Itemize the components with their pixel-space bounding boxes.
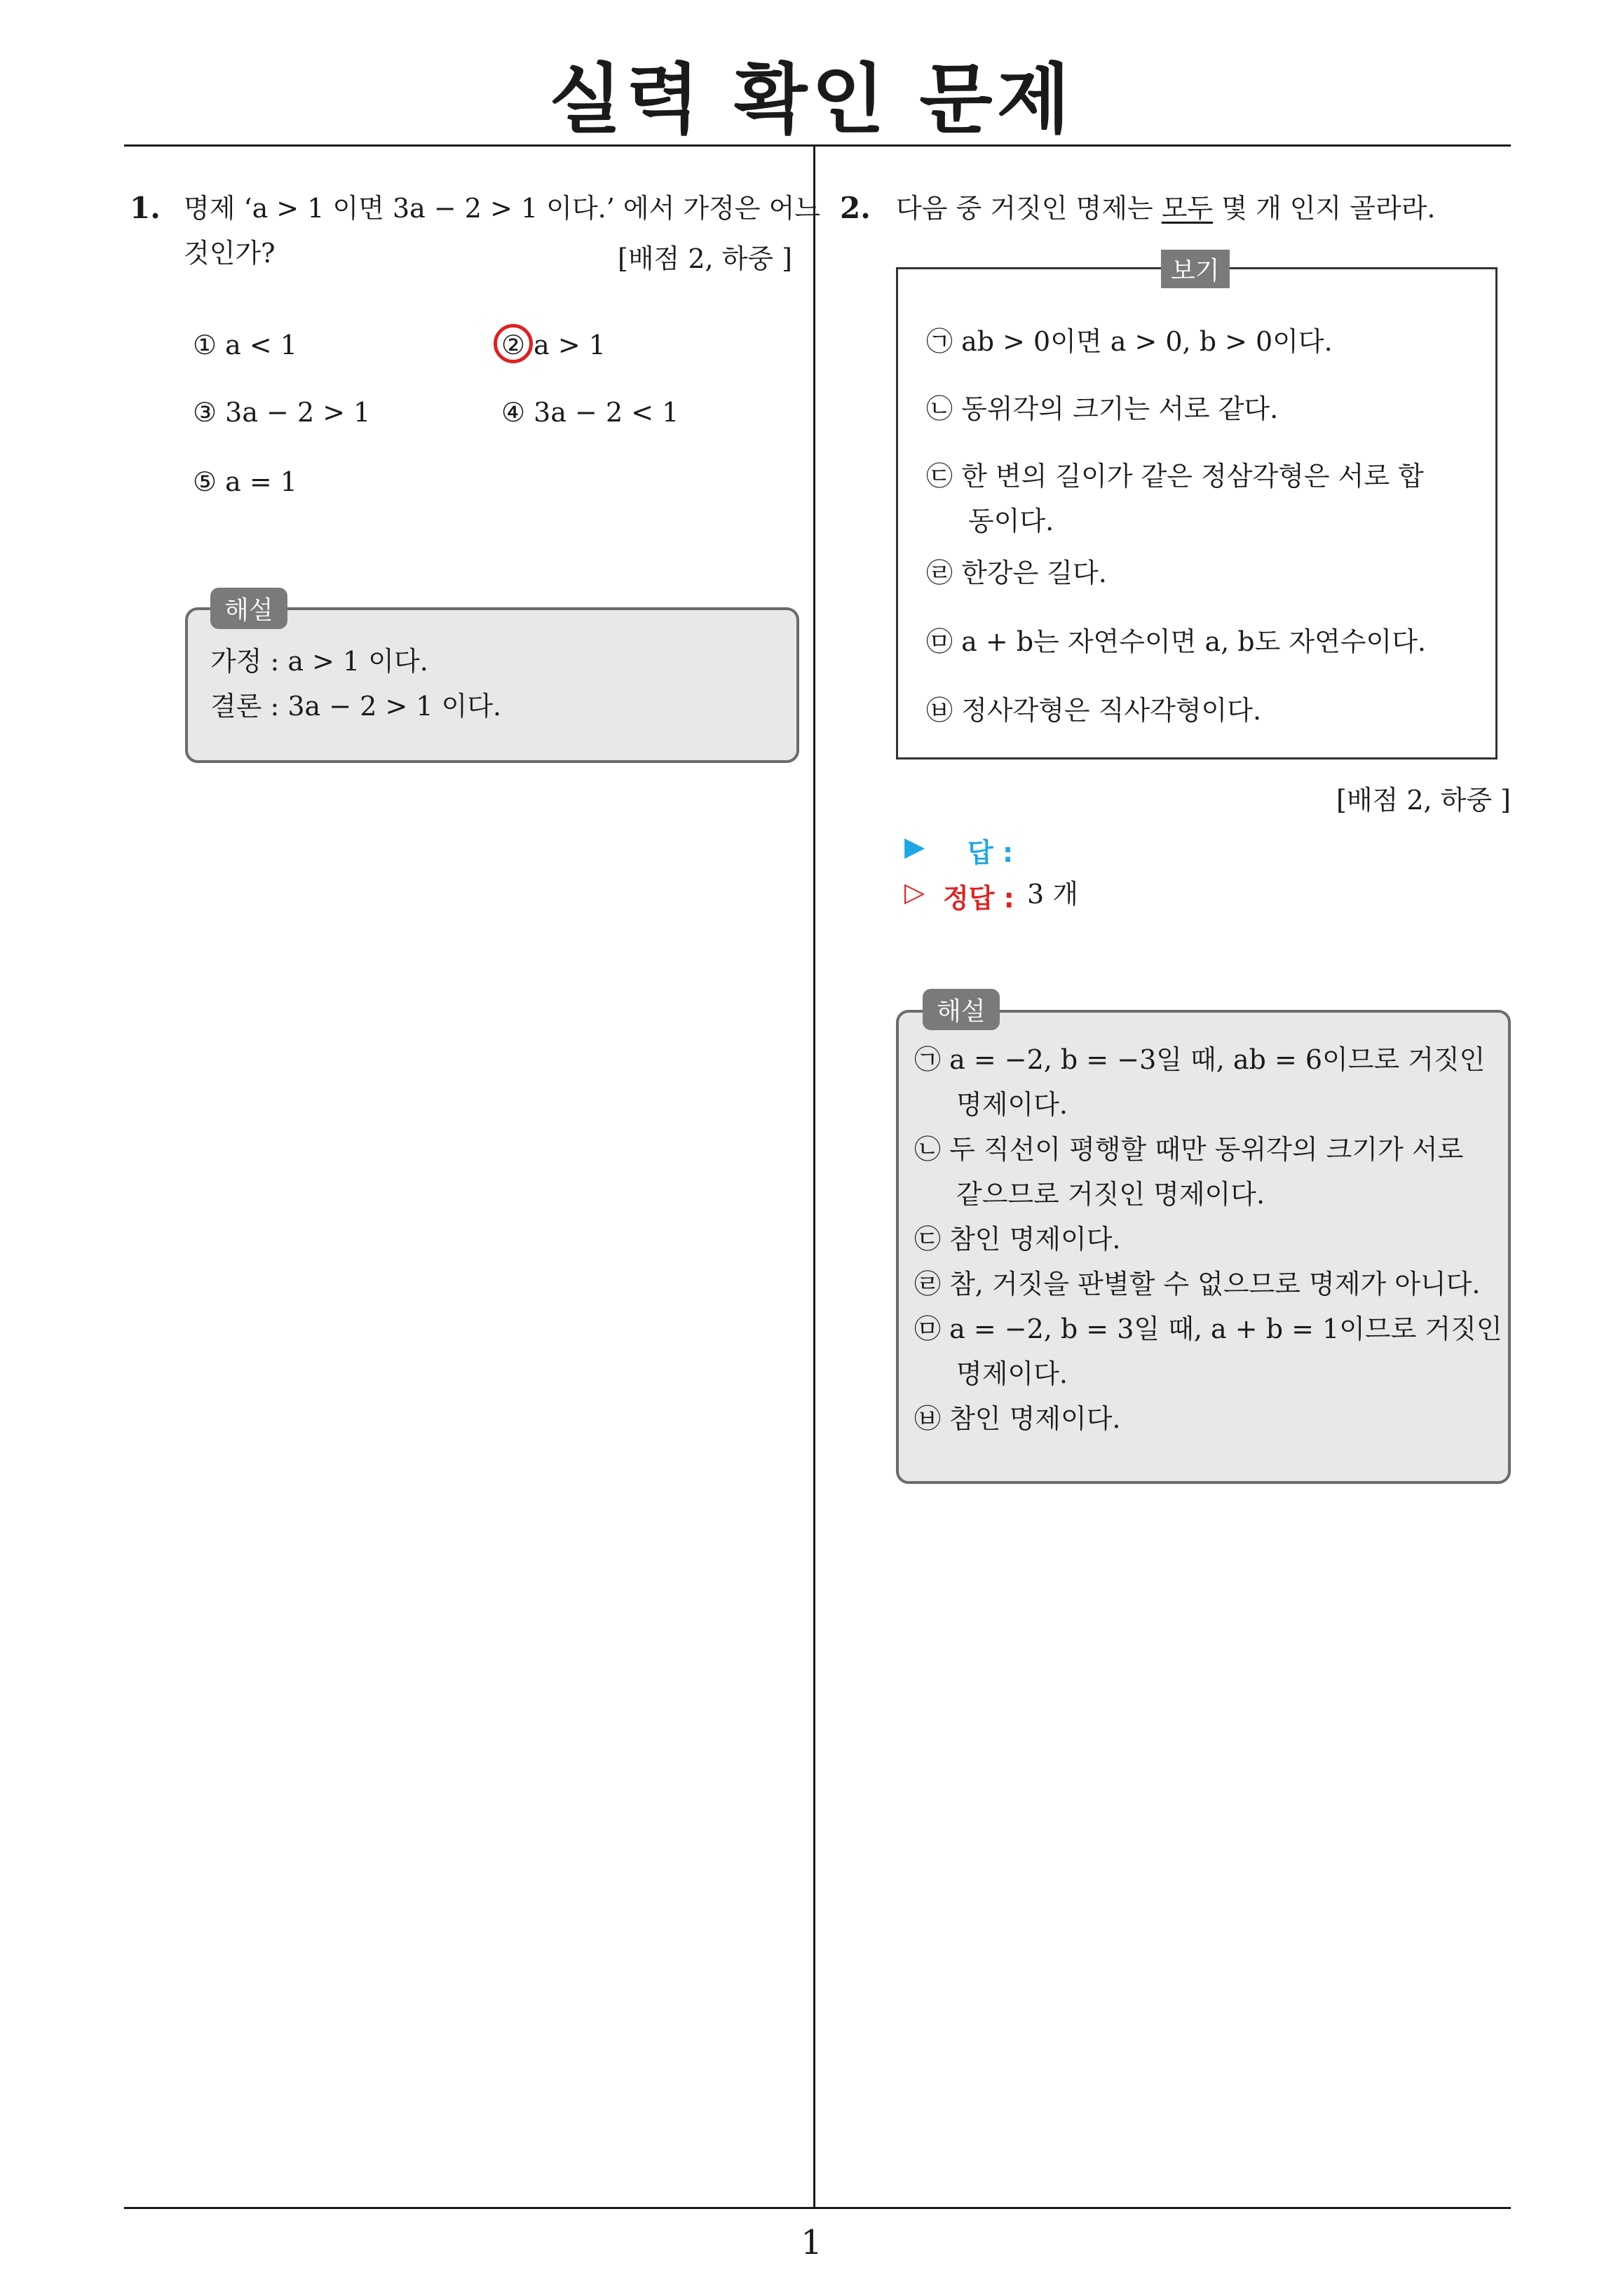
question-stem-line-2: 것인가? bbox=[184, 238, 276, 269]
top-rule bbox=[124, 144, 1511, 147]
bottom-rule bbox=[124, 2207, 1511, 2209]
solution-line: ㉢ 참인 명제이다. bbox=[914, 1224, 1121, 1255]
solution-line-continued: 명제이다. bbox=[956, 1089, 1068, 1120]
choice-2[interactable]: ② a > 1 bbox=[501, 330, 606, 360]
choice-4[interactable]: ④ 3a − 2 < 1 bbox=[501, 397, 679, 428]
question-number: 1. bbox=[130, 191, 161, 225]
solution-line-continued: 같으므로 거짓인 명제이다. bbox=[956, 1179, 1265, 1210]
choice-3[interactable]: ③ 3a − 2 > 1 bbox=[193, 397, 371, 428]
solution-line: 결론 : 3a − 2 > 1 이다. bbox=[210, 691, 502, 722]
solution-line-continued: 명제이다. bbox=[956, 1358, 1068, 1389]
choice-1[interactable]: ① a < 1 bbox=[193, 330, 297, 360]
solution-line: ㉠ a = −2, b = −3일 때, ab = 6이므로 거짓인 bbox=[914, 1044, 1486, 1075]
bogi-item: ㉢ 한 변의 길이가 같은 정삼각형은 서로 합 bbox=[926, 461, 1424, 492]
solution-line: ㉥ 참인 명제이다. bbox=[914, 1403, 1121, 1434]
score-label: [배점 2, 하중 ] bbox=[1336, 785, 1511, 816]
stem-text: 다음 중 거짓인 명제는 bbox=[896, 193, 1162, 224]
page-number: 1 bbox=[801, 2223, 822, 2262]
solution-tab: 해설 bbox=[923, 989, 1000, 1030]
solution-box bbox=[185, 607, 799, 763]
correct-answer-value: 3 개 bbox=[1027, 879, 1078, 910]
correct-answer-marker-icon: ▷ bbox=[904, 877, 925, 907]
answer-marker-icon: ▶ bbox=[904, 831, 925, 862]
page-title: 실력 확인 문제 bbox=[548, 56, 1075, 144]
bogi-item-continued: 동이다. bbox=[968, 506, 1054, 536]
question-stem bbox=[896, 192, 1435, 226]
solution-line: ㉤ a = −2, b = 3일 때, a + b = 1이므로 거짓인 bbox=[914, 1314, 1502, 1344]
solution-line: ㉡ 두 직선이 평행할 때만 동위각의 크기가 서로 bbox=[914, 1134, 1464, 1165]
column-divider bbox=[813, 144, 815, 2209]
solution-line: ㉣ 참, 거짓을 판별할 수 없으므로 명제가 아니다. bbox=[914, 1269, 1481, 1299]
choice-5[interactable]: ⑤ a = 1 bbox=[193, 466, 297, 497]
solution-tab: 해설 bbox=[210, 588, 287, 629]
stem-text: 몇 개 인지 골라라. bbox=[1213, 193, 1436, 224]
question-number: 2. bbox=[840, 191, 871, 225]
solution-box bbox=[896, 1010, 1511, 1484]
bogi-box bbox=[896, 267, 1498, 759]
answer-label: 답 : bbox=[967, 837, 1014, 868]
bogi-item: ㉥ 정사각형은 직사각형이다. bbox=[926, 695, 1262, 726]
question-stem-line-1: 명제 ‘a > 1 이면 3a − 2 > 1 이다.’ 에서 가정은 어느 bbox=[184, 193, 821, 224]
stem-emphasis: 모두 bbox=[1161, 193, 1214, 224]
bogi-item: ㉣ 한강은 길다. bbox=[926, 558, 1107, 588]
bogi-tab: 보기 bbox=[1161, 250, 1230, 288]
bogi-item: ㉤ a + b는 자연수이면 a, b도 자연수이다. bbox=[926, 626, 1427, 657]
bogi-item: ㉠ ab > 0이면 a > 0, b > 0이다. bbox=[926, 326, 1333, 357]
correct-answer-label: 정답 : bbox=[943, 883, 1014, 914]
solution-line: 가정 : a > 1 이다. bbox=[210, 646, 428, 677]
score-label: [배점 2, 하중 ] bbox=[618, 243, 792, 274]
bogi-item: ㉡ 동위각의 크기는 서로 같다. bbox=[926, 393, 1279, 424]
